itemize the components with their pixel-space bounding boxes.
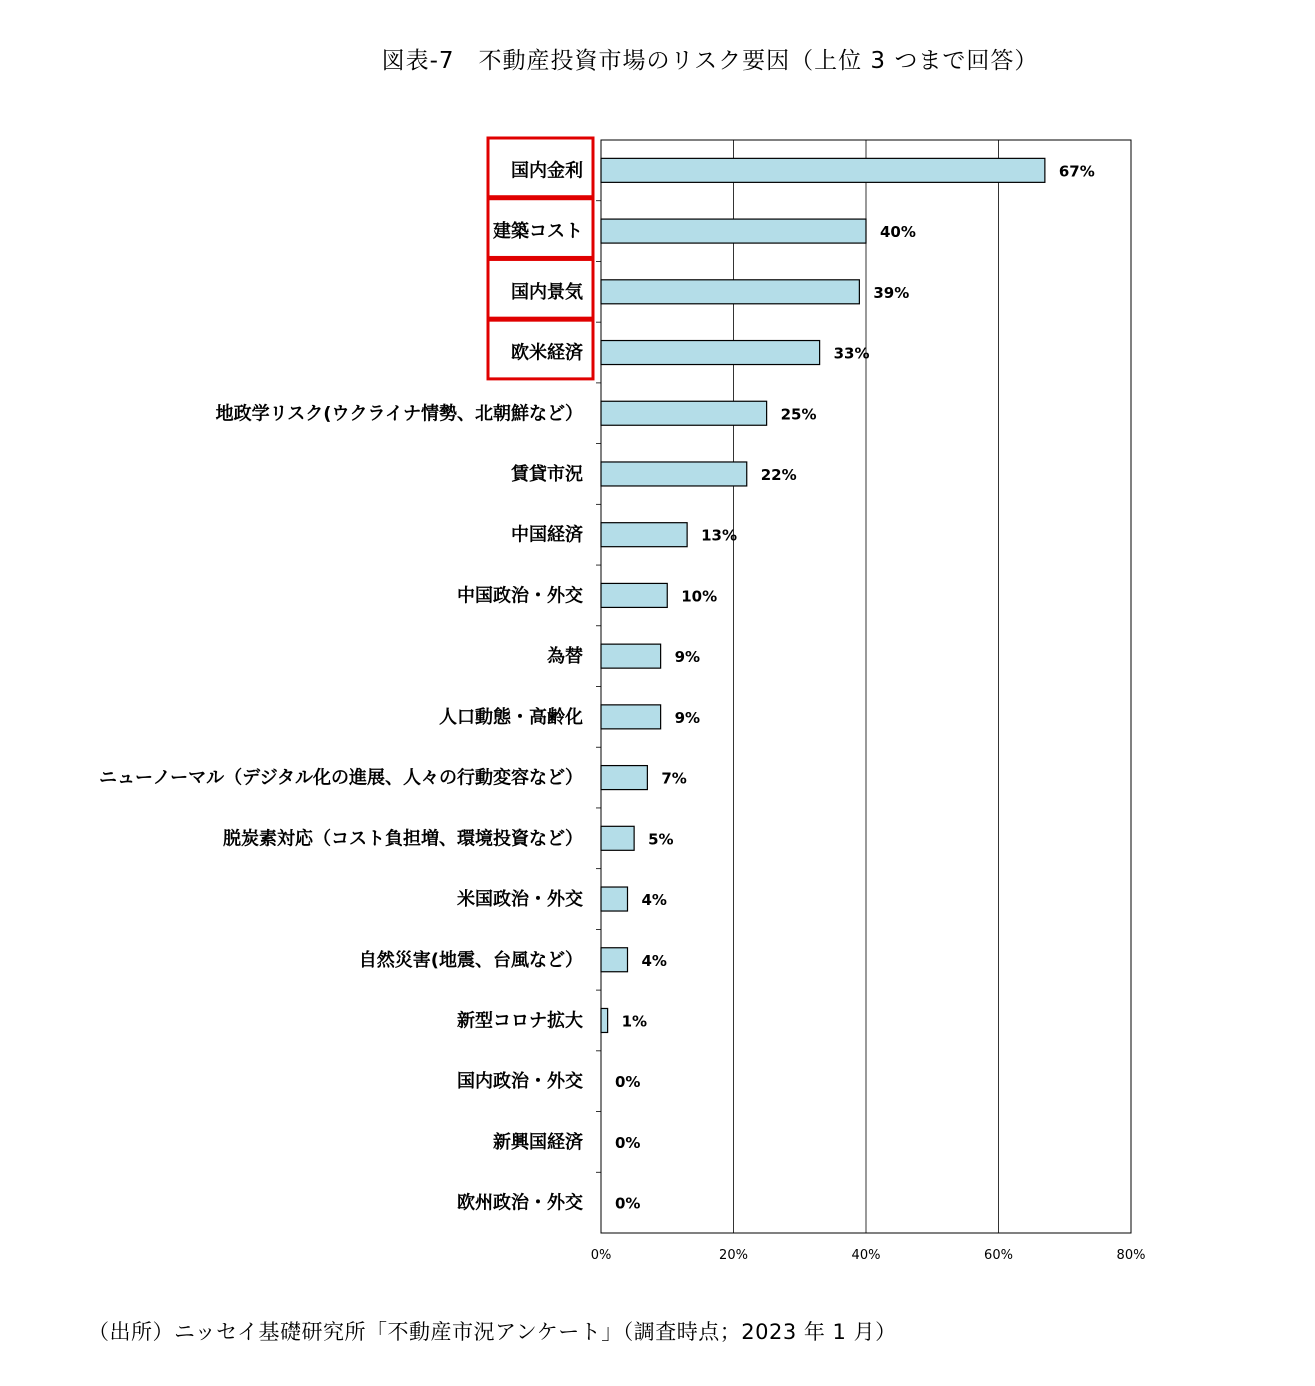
- value-label: 22%: [760, 465, 797, 484]
- bar: [601, 583, 667, 607]
- category-label: 欧州政治・外交: [457, 1192, 583, 1214]
- category-label: 欧米経済: [511, 342, 583, 364]
- category-label: 賃貸市況: [511, 463, 583, 485]
- value-label: 67%: [1058, 162, 1095, 181]
- category-label: 中国政治・外交: [457, 585, 583, 607]
- bars-layer: [601, 158, 1045, 1032]
- value-label: 25%: [780, 405, 817, 424]
- x-tick-label: 40%: [851, 1248, 881, 1263]
- category-label: 自然災害(地震、台風など）: [358, 949, 583, 971]
- category-label: 地政学リスク(ウクライナ情勢、北朝鮮など）: [215, 403, 583, 425]
- value-label: 7%: [661, 769, 687, 788]
- category-label: 脱炭素対応（コスト負担増、環境投資など）: [223, 828, 583, 850]
- category-label: 人口動態・高齢化: [439, 706, 583, 728]
- bar: [601, 1008, 608, 1032]
- bar: [601, 644, 661, 668]
- bar: [601, 158, 1045, 182]
- bar: [601, 462, 747, 486]
- bar: [601, 401, 767, 425]
- category-label: 為替: [547, 646, 583, 668]
- bar: [601, 887, 628, 911]
- value-label: 9%: [674, 708, 701, 727]
- bar: [601, 219, 866, 243]
- bar: [601, 766, 647, 790]
- x-tick-label: 80%: [1116, 1248, 1146, 1263]
- x-tick-label: 20%: [719, 1248, 748, 1263]
- x-tick-label: 0%: [590, 1248, 612, 1263]
- value-label: 4%: [641, 891, 667, 910]
- bar: [601, 523, 687, 547]
- bar: [601, 826, 634, 850]
- source-note: （出所）ニッセイ基礎研究所「不動産市況アンケート」（調査時点；2023 年 1 月）: [88, 1320, 897, 1344]
- bar: [601, 705, 661, 729]
- category-label: 建築コスト: [493, 221, 583, 243]
- category-label: 国内政治・外交: [457, 1071, 583, 1093]
- category-label: 新興国経済: [493, 1131, 583, 1153]
- value-label: 33%: [833, 344, 870, 363]
- category-label: 中国経済: [511, 524, 583, 546]
- category-label: 米国政治・外交: [457, 889, 583, 911]
- value-label: 5%: [648, 830, 674, 849]
- value-label: 0%: [615, 1073, 641, 1092]
- value-label: 40%: [880, 223, 916, 242]
- bar: [601, 280, 859, 304]
- category-label: 国内景気: [511, 281, 583, 303]
- category-label: ニューノーマル（デジタル化の進展、人々の行動変容など）: [98, 767, 583, 789]
- value-label: 0%: [615, 1194, 641, 1213]
- value-label: 13%: [701, 526, 738, 545]
- x-tick-label: 60%: [984, 1248, 1013, 1263]
- value-label: 10%: [681, 587, 718, 606]
- value-label: 4%: [641, 951, 667, 970]
- chart-title: 図表-7 不動産投資市場のリスク要因（上位 3 つまで回答）: [381, 48, 1039, 74]
- category-label: 新型コロナ拡大: [457, 1010, 583, 1032]
- category-label: 国内金利: [511, 160, 583, 182]
- bar: [601, 341, 820, 365]
- value-label: 9%: [674, 648, 701, 667]
- bar: [601, 948, 628, 972]
- value-label: 1%: [621, 1012, 648, 1031]
- value-label: 39%: [873, 283, 910, 302]
- value-label: 0%: [615, 1133, 641, 1152]
